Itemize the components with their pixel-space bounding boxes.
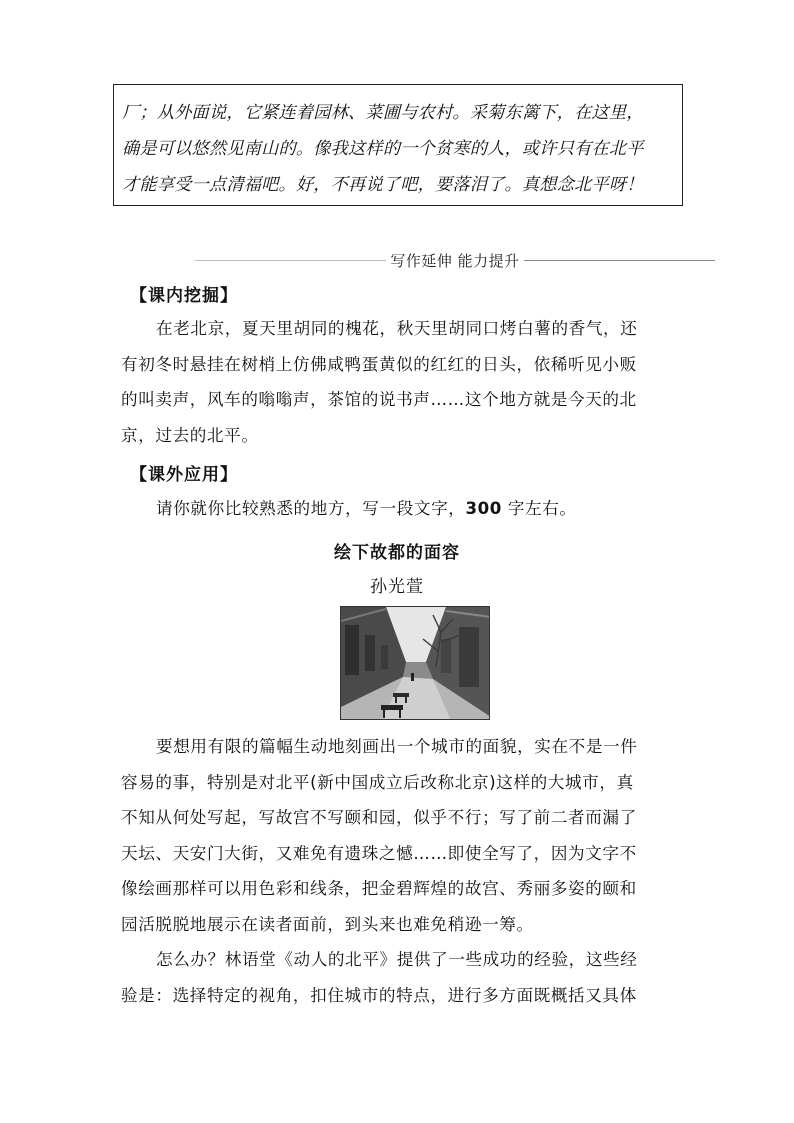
- in-class-heading: 【课内挖掘】: [130, 286, 238, 306]
- divider-line-left: [195, 260, 386, 261]
- essay-p2-line-1: 怎么办？林语堂《动人的北平》提供了一些成功的经验，这些经: [156, 950, 638, 969]
- essay-p1-line-3: 不知从何处写起，写故宫不写颐和园，似乎不行；写了前二者而漏了: [121, 808, 637, 827]
- in-class-line-2: 有初冬时悬挂在树梢上仿佛咸鸭蛋黄似的红红的日头，依稀听见小贩: [121, 354, 637, 374]
- essay-p1-line-5: 像绘画那样可以用色彩和线条，把金碧辉煌的故宫、秀丽多姿的颐和: [121, 879, 637, 898]
- essay-paragraph-1: [121, 729, 677, 942]
- essay-p2-line-2: 验是：选择特定的视角，扣住城市的特点，进行多方面既概括又具体: [121, 985, 637, 1005]
- section-divider: [195, 248, 715, 272]
- out-class-heading: 【课外应用】: [130, 465, 238, 485]
- essay-p1-line-6: 园活脱脱地展示在读者面前，到头来也难免稍逊一筹。: [121, 914, 534, 934]
- instruction-prefix: 请你就你比较熟悉的地方，写一段文字，: [156, 499, 466, 518]
- in-class-line-4: 京，过去的北平。: [121, 425, 259, 445]
- excerpt-line-1: 厂；从外面说，它紧连着园林、菜圃与农村。采菊东篱下，在这里，: [122, 103, 644, 123]
- excerpt-line-3: 才能享受一点清福吧。好，不再说了吧，要落泪了。真想念北平呀！: [122, 175, 644, 195]
- instruction-suffix: 字左右。: [501, 499, 577, 518]
- essay-title: 绘下故都的面容: [334, 543, 460, 563]
- essay-p1-line-4: 天坛、天安门大街，又难免有遗珠之憾……即使全写了，因为文字不: [121, 843, 637, 863]
- essay-p1-line-1: 要想用有限的篇幅生动地刻画出一个城市的面貌，实在不是一件: [156, 737, 638, 756]
- out-class-instruction: [121, 491, 677, 527]
- essay-author: 孙光萱: [370, 577, 424, 597]
- excerpt-box: [113, 84, 683, 206]
- essay-p1-line-2: 容易的事，特别是对北平(新中国成立后改称北京)这样的大城市，真: [121, 772, 634, 792]
- essay-paragraph-2: [121, 942, 677, 1013]
- hutong-alley-photo: [340, 606, 490, 720]
- in-class-line-3: 的叫卖声，风车的嗡嗡声，茶馆的说书声……这个地方就是今天的北: [121, 390, 637, 409]
- instruction-number: 300: [465, 499, 502, 518]
- divider-line-right: [524, 260, 715, 261]
- section-divider-label: 写作延伸 能力提升: [390, 251, 520, 270]
- in-class-paragraph: [121, 311, 677, 453]
- in-class-line-1: 在老北京，夏天里胡同的槐花，秋天里胡同口烤白薯的香气，还: [156, 319, 638, 338]
- excerpt-line-2: 确是可以悠然见南山的。像我这样的一个贫寒的人，或许只有在北平: [122, 139, 644, 159]
- out-class-instruction-line: [121, 491, 677, 527]
